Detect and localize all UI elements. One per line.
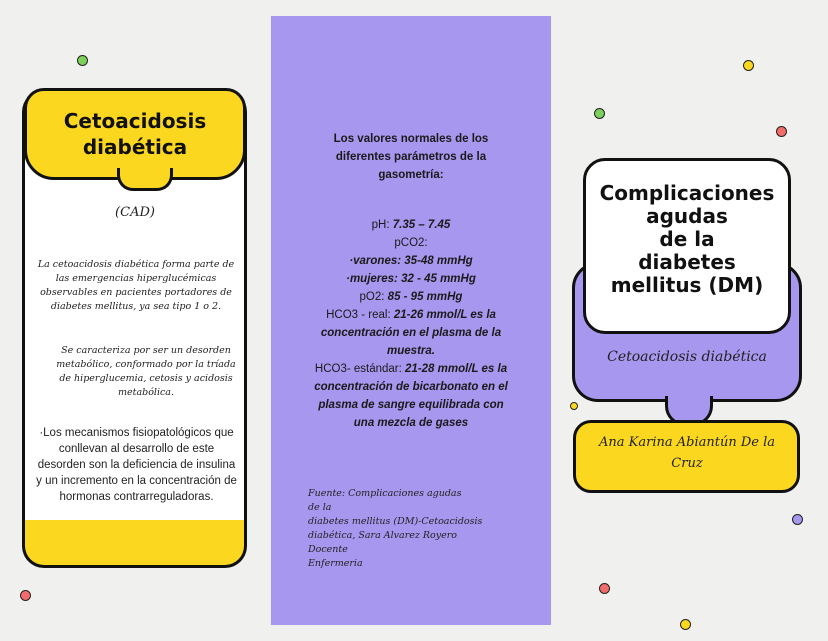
cover-title-line: Complicaciones <box>599 181 775 205</box>
pco2-label: pCO2: <box>394 237 428 249</box>
source-line: Docente <box>308 544 348 555</box>
gasometry-intro: Los valores normales de los diferentes parámetros de la gasometría: <box>333 133 489 181</box>
source-line: de la <box>308 502 332 513</box>
cover-title-line: de la <box>659 227 715 251</box>
ph-line: pH: 7.35 – 7.45 <box>371 219 451 231</box>
cover-title <box>586 182 788 297</box>
pco2-men: ·varones: 35-48 mmHg <box>349 255 473 267</box>
decor-dot <box>599 583 610 594</box>
source-line: diabetes mellitus (DM)-Cetoacidosis <box>308 516 483 527</box>
left-panel-header <box>24 88 246 180</box>
source-line: diabética, Sara Alvarez Royero <box>308 530 458 541</box>
hco3-std-line: HCO3- estándar: 21-28 mmol/L es la concentración de bicarbonato en el plasma de sangre equilibrada con una mezcla de gases <box>314 363 508 429</box>
intro-paragraph: La cetoacidosis diabética forma parte de las emergencias hiperglucémicas observables en pacientes portadores de diabetes mellitus, ya sea tipo 1 o 2. <box>37 259 235 312</box>
header-tab <box>117 168 173 191</box>
decor-dot <box>680 619 691 630</box>
cover-title-line: mellitus (DM) <box>610 273 764 297</box>
title-line: diabética <box>82 135 188 159</box>
po2-line: pO2: 85 - 95 mmHg <box>359 291 463 303</box>
title-line: Cetoacidosis <box>63 109 207 133</box>
decor-dot <box>792 514 803 525</box>
decor-dot <box>570 402 578 410</box>
characterization-paragraph: Se caracteriza por ser un desorden metabólico, conformado por la tríada de hiperglucemia, cetosis y acidosis metabólica. <box>56 345 236 398</box>
cover-title-line: agudas <box>646 204 728 228</box>
source-citation <box>308 487 508 571</box>
author-name: Ana Karina Abiantún De la Cruz <box>599 435 775 471</box>
gasometry-values <box>314 216 508 432</box>
hco3-real-line: HCO3 - real: 21-26 mmol/L es la concentración en el plasma de la muestra. <box>320 309 502 357</box>
pco2-women: ·mujeres: 32 - 45 mmHg <box>346 273 476 285</box>
decor-dot <box>594 108 605 119</box>
source-line: Fuente: Complicaciones agudas <box>308 488 462 499</box>
source-line: Enfermeria <box>308 558 363 569</box>
left-panel-footer <box>22 520 247 568</box>
left-panel-title <box>64 108 206 160</box>
cover-subtitle: Cetoacidosis diabética <box>607 349 767 365</box>
cover-title-line: diabetes <box>638 250 736 274</box>
mechanisms-paragraph: ·Los mecanismos fisiopatológicos que conllevan al desarrollo de este desorden son la deficiencia de insulina y un incremento en la concentración de hormonas contrarreguladoras. <box>36 427 237 503</box>
decor-dot <box>743 60 754 71</box>
decor-dot <box>20 590 31 601</box>
abbreviation: (CAD) <box>115 205 155 220</box>
decor-dot <box>77 55 88 66</box>
decor-dot <box>776 126 787 137</box>
